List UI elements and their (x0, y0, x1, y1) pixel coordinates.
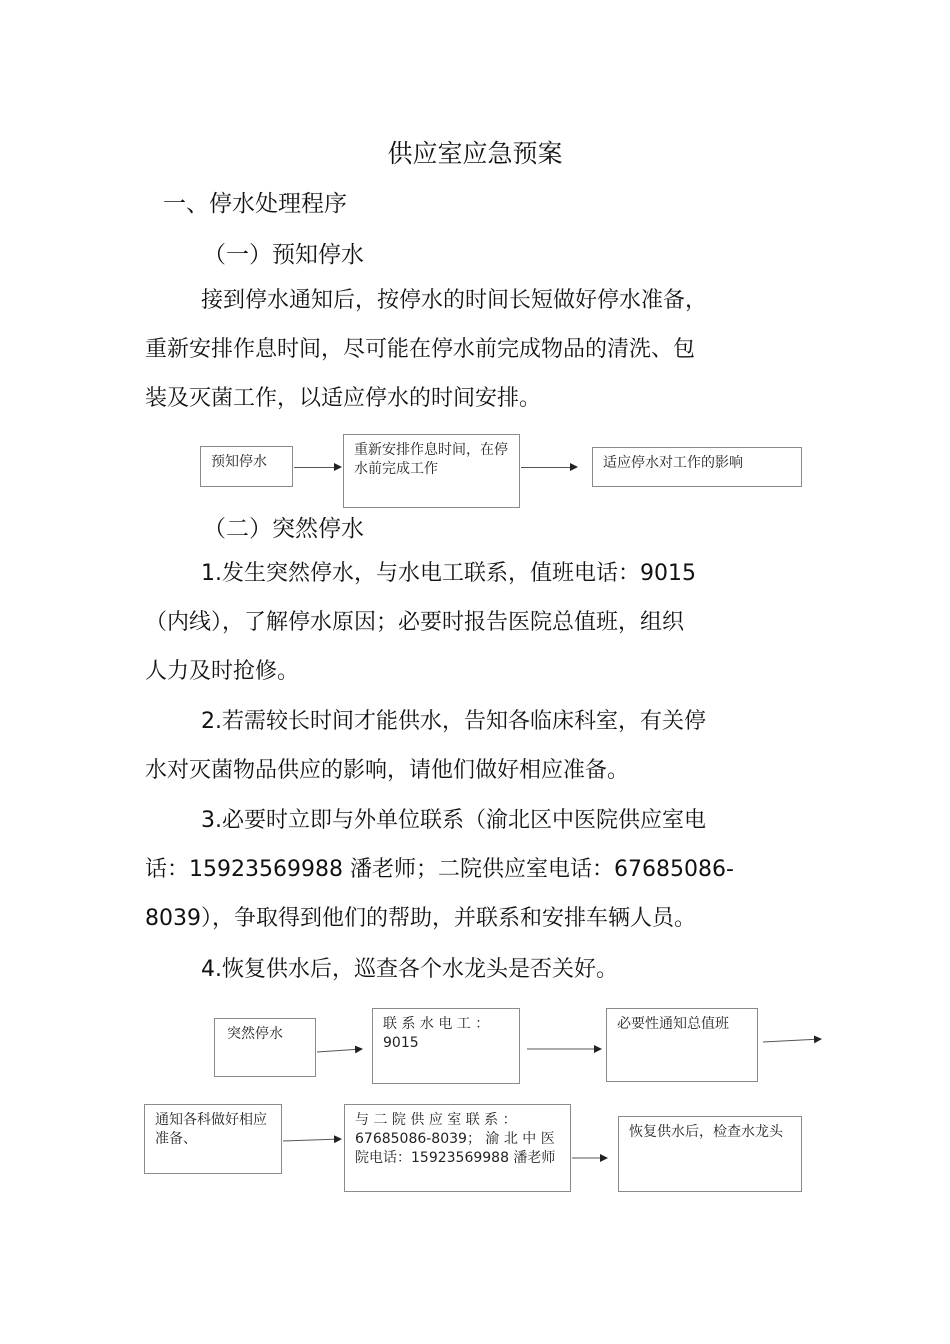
flow-box-contact-electrician: 联 系 水 电 工 ：9015 (372, 1008, 520, 1084)
flow-box-restore-check: 恢复供水后，检查水龙头 (618, 1116, 802, 1192)
sudden-outage-step-2 (145, 697, 785, 795)
paragraph-line: 人力及时抢修。 (145, 659, 300, 684)
subsection-heading-planned-outage: （一）预知停水 (203, 242, 364, 268)
flow-arrow (283, 1139, 341, 1141)
paragraph-line: 重新安排作息时间，尽可能在停水前完成物品的清洗、包 (145, 337, 696, 362)
flow-box-sudden-outage: 突然停水 (214, 1018, 316, 1077)
paragraph-line: 2.若需较长时间才能供水，告知各临床科室，有关停 (201, 709, 706, 734)
sudden-outage-step-4 (145, 945, 785, 994)
flow-arrow (521, 467, 576, 468)
flow-arrow (317, 1049, 362, 1052)
flow-box-adapt: 适应停水对工作的影响 (592, 447, 802, 487)
subsection-heading-sudden-outage: （二）突然停水 (203, 516, 364, 542)
flow-box-contact-hospitals: 与 二 院 供 应 室 联 系 ：67685086-8039； 渝 北 中 医院电话：15923569988 潘老师 (344, 1104, 571, 1192)
paragraph-line: 水对灭菌物品供应的影响，请他们做好相应准备。 (145, 758, 630, 783)
paragraph-line: 接到停水通知后，按停水的时间长短做好停水准备， (201, 288, 708, 313)
flow-box-notify-duty: 必要性通知总值班 (606, 1008, 758, 1082)
paragraph-line: 装及灭菌工作，以适应停水的时间安排。 (145, 386, 542, 411)
flow-arrow (763, 1039, 821, 1042)
sudden-outage-step-1 (145, 549, 785, 696)
flow-box-notify-departments: 通知各科做好相应准备、 (144, 1104, 282, 1174)
paragraph-line: 话：15923569988 潘老师；二院供应室电话：67685086- (145, 857, 734, 882)
paragraph-line: 3.必要时立即与外单位联系（渝北区中医院供应室电 (201, 808, 706, 833)
flow-box-reschedule: 重新安排作息时间，在停水前完成工作 (343, 434, 520, 508)
paragraph-line: 4.恢复供水后，巡查各个水龙头是否关好。 (201, 957, 618, 982)
planned-outage-paragraph (145, 276, 785, 423)
flow-arrow (294, 467, 340, 468)
sudden-outage-step-3 (145, 796, 785, 943)
paragraph-line: （内线），了解停水原因；必要时报告医院总值班，组织 (145, 610, 685, 635)
page-title: 供应室应急预案 (387, 139, 563, 168)
paragraph-line: 8039），争取得到他们的帮助，并联系和安排车辆人员。 (145, 906, 696, 931)
section-heading-water-outage: 一、停水处理程序 (163, 191, 347, 217)
paragraph-line: 1.发生突然停水，与水电工联系，值班电话：9015 (201, 561, 696, 586)
flow-box-planned-outage: 预知停水 (200, 446, 293, 487)
